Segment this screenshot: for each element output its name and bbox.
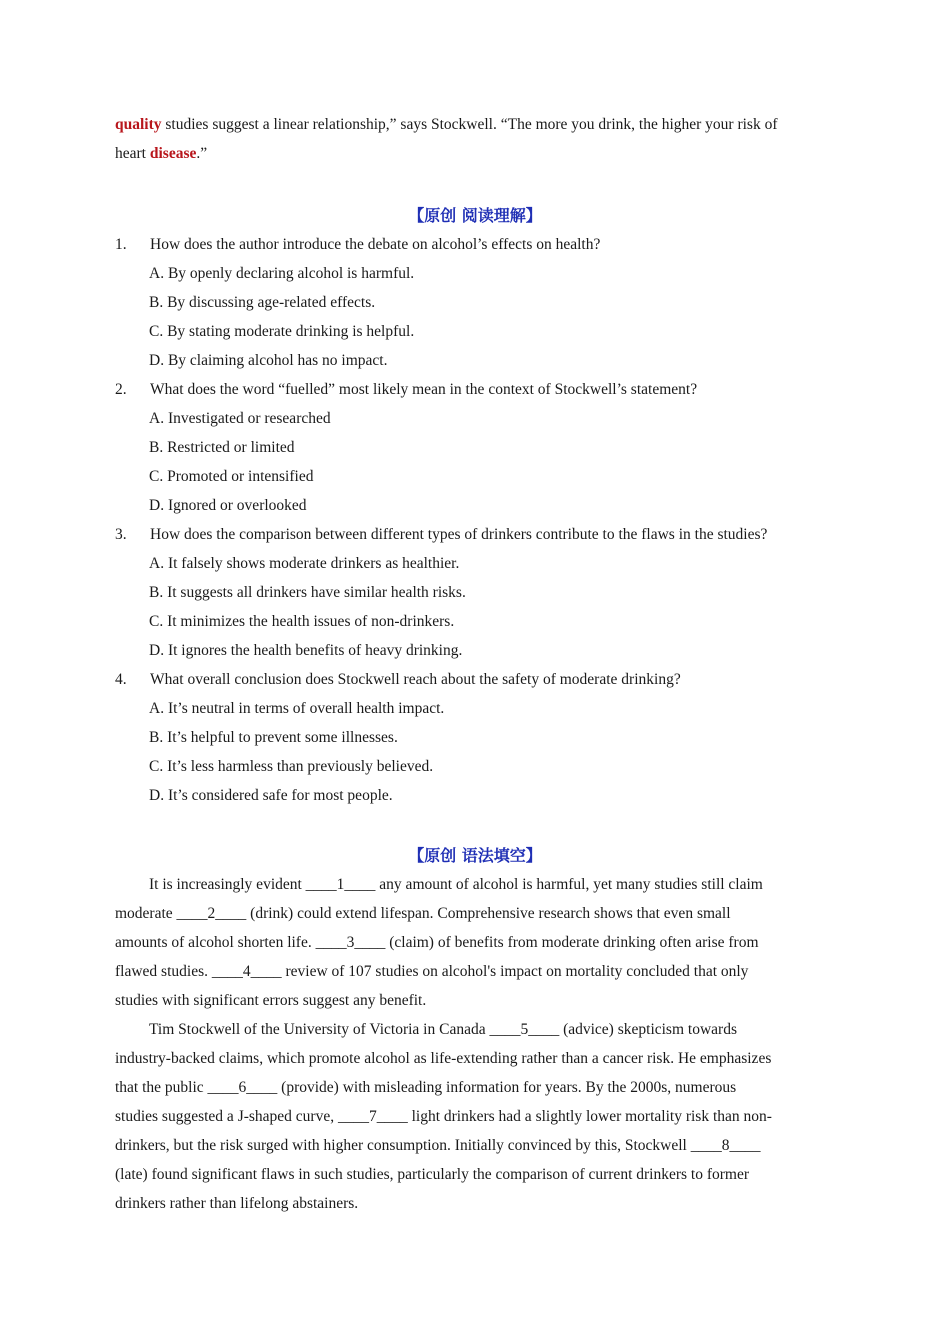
answer-option: B. By discussing age-related effects.	[149, 294, 376, 311]
answer-option: D. Ignored or overlooked	[149, 497, 307, 514]
question-item	[115, 230, 835, 375]
answer-option: B. It suggests all drinkers have similar health risks.	[149, 584, 466, 601]
paragraph-line: that the public ____6____ (provide) with misleading information for years. By the 2000s, numerous	[115, 1079, 737, 1096]
answer-option: C. Promoted or intensified	[149, 468, 314, 485]
document-page	[115, 110, 835, 1218]
question-number: 4.	[115, 671, 127, 688]
answer-option: A. Investigated or researched	[149, 410, 331, 427]
answer-option: B. Restricted or limited	[149, 439, 295, 456]
question-stem	[115, 520, 835, 549]
line-text: .”	[196, 145, 208, 162]
answer-option: B. It’s helpful to prevent some illnesses.	[149, 729, 398, 746]
paragraph-line	[115, 110, 835, 139]
line-text: heart	[115, 145, 150, 162]
paragraph-line: industry-backed claims, which promote alcohol as life-extending rather than a cancer risk. He emphasizes	[115, 1050, 772, 1067]
grammar-section-heading: 【原创 语法填空】	[408, 846, 542, 865]
question-text: What overall conclusion does Stockwell reach about the safety of moderate drinking?	[150, 671, 681, 688]
question-number: 2.	[115, 381, 127, 398]
question-number: 3.	[115, 526, 127, 543]
grammar-paragraph-2	[115, 1015, 835, 1218]
paragraph-line: studies suggested a J-shaped curve, ____7____ light drinkers had a slightly lower mortality risk than non-	[115, 1108, 772, 1125]
question-list	[115, 230, 835, 810]
question-number: 1.	[115, 236, 127, 253]
answer-option: C. By stating moderate drinking is helpful.	[149, 323, 415, 340]
question-text: How does the author introduce the debate on alcohol’s effects on health?	[150, 236, 601, 253]
line-text: studies suggest a linear relationship,” says Stockwell. “The more you drink, the higher your risk of	[161, 116, 778, 133]
paragraph-line: (late) found significant flaws in such studies, particularly the comparison of current drinkers to former	[115, 1166, 750, 1183]
answer-option: D. By claiming alcohol has no impact.	[149, 352, 388, 369]
question-item	[115, 665, 835, 810]
paragraph-line: It is increasingly evident ____1____ any amount of alcohol is harmful, yet many studies still claim	[149, 876, 763, 893]
reading-section-heading: 【原创 阅读理解】	[408, 206, 542, 225]
answer-option: A. It’s neutral in terms of overall health impact.	[149, 700, 445, 717]
paragraph-line	[115, 139, 835, 168]
answer-option: A. By openly declaring alcohol is harmful.	[149, 265, 415, 282]
highlight-word: quality	[115, 116, 162, 133]
grammar-paragraph-1	[115, 870, 835, 1015]
question-text: What does the word “fuelled” most likely mean in the context of Stockwell’s statement?	[150, 381, 698, 398]
paragraph-line: moderate ____2____ (drink) could extend lifespan. Comprehensive research shows that even small	[115, 905, 731, 922]
answer-option: D. It’s considered safe for most people.	[149, 787, 393, 804]
paragraph-line: amounts of alcohol shorten life. ____3____ (claim) of benefits from moderate drinking often arise from	[115, 934, 759, 951]
top-paragraph	[115, 110, 835, 168]
answer-option: C. It minimizes the health issues of non-drinkers.	[149, 613, 455, 630]
answer-option: D. It ignores the health benefits of heavy drinking.	[149, 642, 463, 659]
paragraph-line: drinkers, but the risk surged with higher consumption. Initially convinced by this, Stockwell ____8____	[115, 1137, 761, 1154]
question-text: How does the comparison between different types of drinkers contribute to the flaws in the studies?	[150, 526, 768, 543]
question-stem	[115, 375, 835, 404]
question-stem	[115, 230, 835, 259]
question-stem	[115, 665, 835, 694]
answer-option: A. It falsely shows moderate drinkers as healthier.	[149, 555, 460, 572]
answer-option: C. It’s less harmless than previously believed.	[149, 758, 434, 775]
paragraph-line: studies with significant errors suggest any benefit.	[115, 992, 427, 1009]
paragraph-line: drinkers rather than lifelong abstainers.	[115, 1195, 359, 1212]
highlight-word: disease	[149, 145, 197, 162]
paragraph-line: flawed studies. ____4____ review of 107 studies on alcohol's impact on mortality concluded that only	[115, 963, 749, 980]
question-item	[115, 375, 835, 520]
paragraph-line: Tim Stockwell of the University of Victoria in Canada ____5____ (advice) skepticism towards	[149, 1021, 737, 1038]
question-item	[115, 520, 835, 665]
